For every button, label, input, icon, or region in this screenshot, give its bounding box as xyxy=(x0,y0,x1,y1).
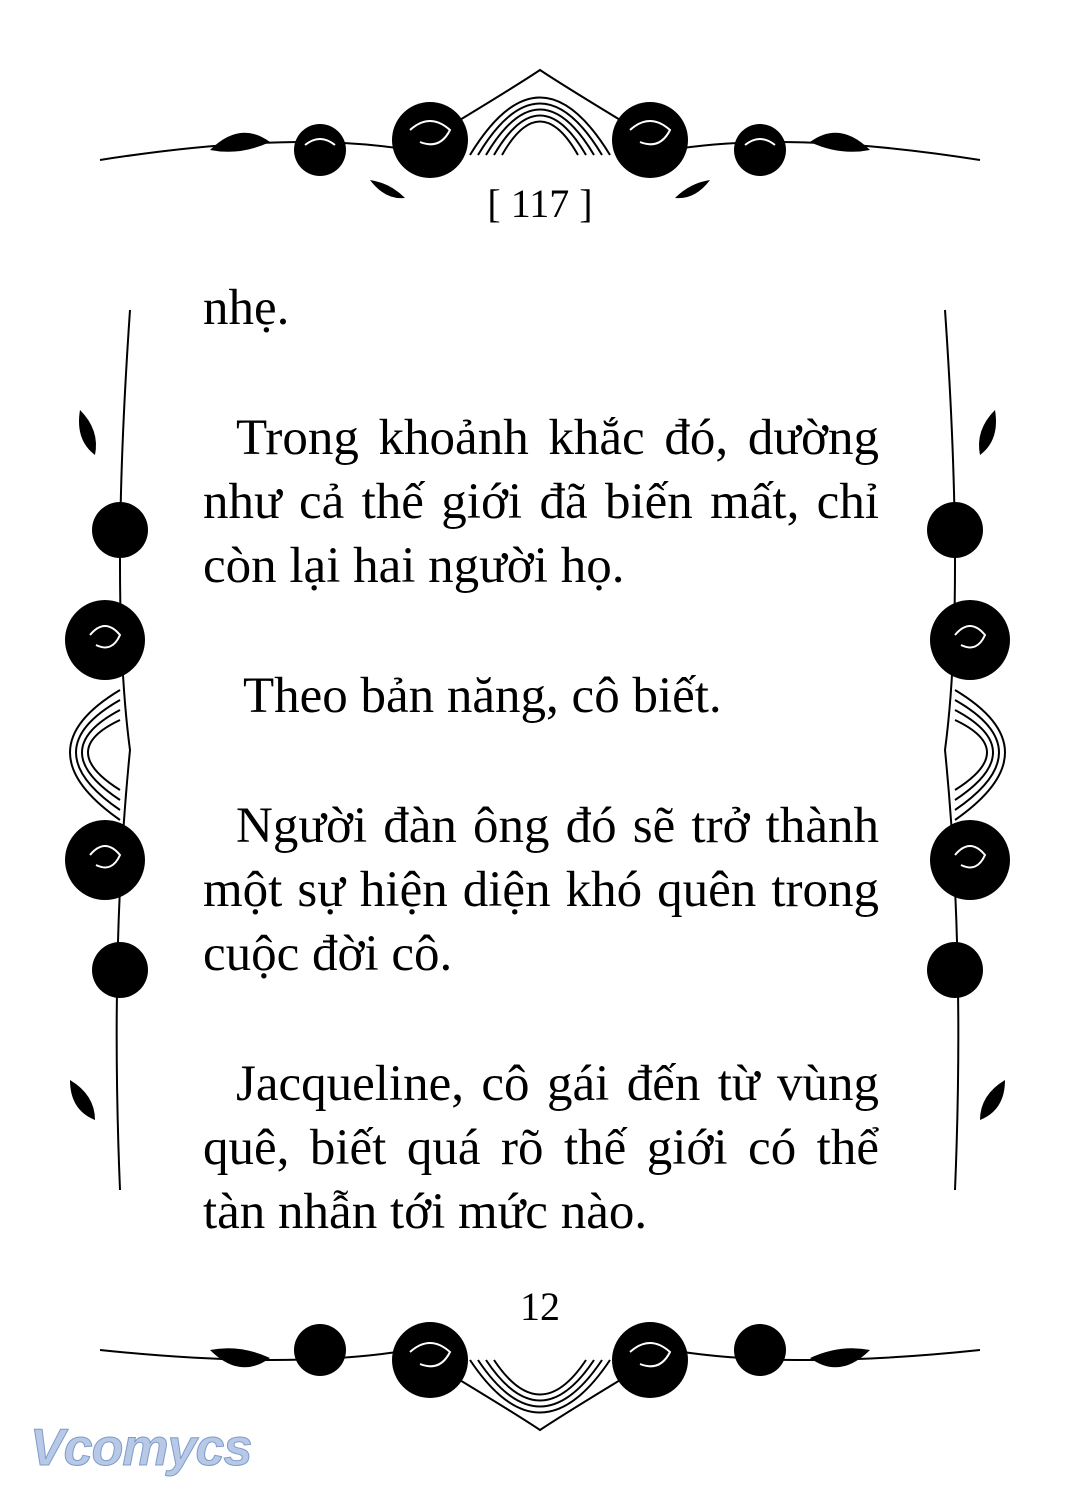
paragraph: Người đàn ông đó sẽ trở thành một sự hiện diện khó quên trong cuộc đời cô. xyxy=(203,798,879,982)
rose-garland-top-icon xyxy=(90,30,990,205)
text-body xyxy=(203,276,879,1310)
watermark-logo: Vcomycs xyxy=(30,1419,252,1477)
paragraph: nhẹ. xyxy=(203,280,290,336)
paragraph: Jacqueline, cô gái đến từ vùng quê, biết quá rõ thế giới có thể tàn nhẫn tới mức nào. xyxy=(203,1056,879,1240)
rose-vine-right-icon xyxy=(895,300,1065,1200)
chapter-label: [ 117 ] xyxy=(487,181,593,226)
rose-vine-left-icon xyxy=(10,300,180,1200)
paragraph: Theo bản năng, cô biết. xyxy=(243,668,722,724)
paragraph: Trong khoảnh khắc đó, dường như cả thế giới đã biến mất, chỉ còn lại hai người họ. xyxy=(203,410,879,594)
page-number: 12 xyxy=(520,1284,560,1329)
